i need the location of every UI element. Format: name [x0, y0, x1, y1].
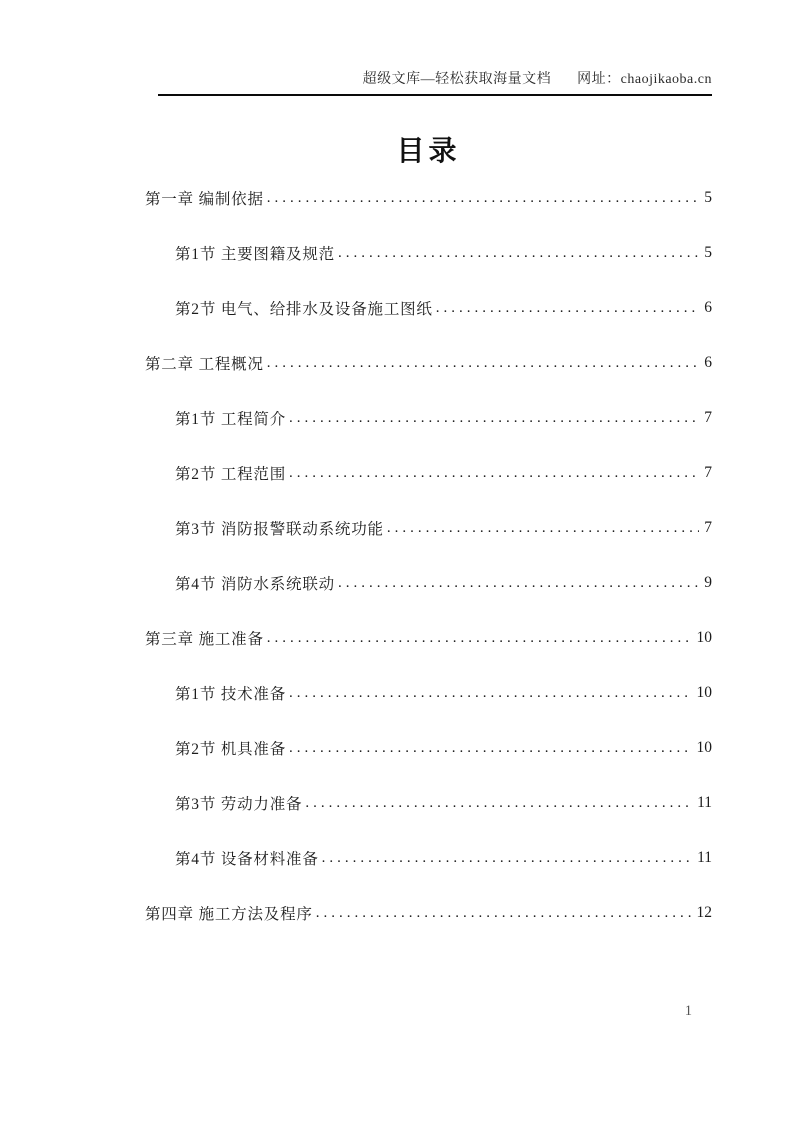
- toc-entry-label: 第1节 工程简介: [175, 410, 287, 428]
- toc-leader-dots: [267, 354, 699, 372]
- toc-leader-dots: [289, 739, 691, 757]
- toc-entry[interactable]: [145, 775, 712, 830]
- toc-entry-label: 第4节 消防水系统联动: [175, 575, 335, 593]
- toc-leader-dots: [289, 409, 699, 427]
- toc-leader-dots: [338, 574, 699, 592]
- toc-entry-label: 第3节 消防报警联动系统功能: [175, 520, 384, 538]
- toc-entry-page-number: 6: [704, 353, 712, 371]
- page-title: 目录: [396, 136, 461, 167]
- toc-entry-label: 第2节 工程范围: [175, 465, 287, 483]
- toc-entry-label: 第一章 编制依据: [145, 190, 264, 208]
- toc-entry[interactable]: [145, 280, 712, 335]
- toc-entry-label: 第二章 工程概况: [145, 355, 264, 373]
- toc-leader-dots: [289, 684, 691, 702]
- toc-entry[interactable]: [145, 885, 712, 940]
- toc-entry-label: 第1节 主要图籍及规范: [175, 245, 335, 263]
- toc-leader-dots: [322, 849, 692, 867]
- toc-entry-label: 第3节 劳动力准备: [175, 795, 303, 813]
- toc-entry[interactable]: [145, 170, 712, 225]
- toc-entry[interactable]: [145, 445, 712, 500]
- toc-entry[interactable]: [145, 830, 712, 885]
- toc-leader-dots: [267, 629, 692, 647]
- header-site-name: 超级文库—轻松获取海量文档: [362, 72, 552, 87]
- toc-leader-dots: [316, 904, 692, 922]
- toc-entry-page-number: 9: [704, 573, 712, 591]
- toc-entry-page-number: 5: [704, 188, 712, 206]
- toc-entry-label: 第1节 技术准备: [175, 685, 287, 703]
- toc-leader-dots: [387, 519, 699, 537]
- toc-entry-page-number: 6: [704, 298, 712, 316]
- table-of-contents: [145, 170, 712, 940]
- toc-entry[interactable]: [145, 335, 712, 390]
- toc-entry[interactable]: [145, 610, 712, 665]
- toc-entry[interactable]: [145, 390, 712, 445]
- toc-entry-page-number: 10: [696, 628, 712, 646]
- toc-leader-dots: [305, 794, 692, 812]
- toc-entry-page-number: 11: [697, 793, 712, 811]
- toc-leader-dots: [436, 299, 700, 317]
- page-header: [158, 68, 712, 96]
- toc-leader-dots: [338, 244, 699, 262]
- toc-entry[interactable]: [145, 225, 712, 280]
- toc-entry-page-number: 11: [697, 848, 712, 866]
- toc-entry-page-number: 7: [704, 408, 712, 426]
- toc-entry-page-number: 7: [704, 518, 712, 536]
- toc-entry-page-number: 10: [696, 738, 712, 756]
- toc-entry-label: 第2节 电气、给排水及设备施工图纸: [175, 300, 433, 318]
- header-url: 网址：chaojikaoba.cn: [577, 72, 712, 87]
- toc-entry-label: 第4节 设备材料准备: [175, 850, 319, 868]
- toc-leader-dots: [289, 464, 699, 482]
- toc-leader-dots: [267, 189, 699, 207]
- toc-entry-page-number: 12: [696, 903, 712, 921]
- toc-entry-page-number: 5: [704, 243, 712, 261]
- toc-entry[interactable]: [145, 555, 712, 610]
- page-number-footer: 1: [684, 1003, 692, 1019]
- toc-entry[interactable]: [145, 665, 712, 720]
- toc-entry-label: 第四章 施工方法及程序: [145, 905, 313, 923]
- toc-entry-page-number: 7: [704, 463, 712, 481]
- toc-entry-label: 第三章 施工准备: [145, 630, 264, 648]
- toc-entry[interactable]: [145, 720, 712, 775]
- toc-entry[interactable]: [145, 500, 712, 555]
- toc-entry-page-number: 10: [696, 683, 712, 701]
- toc-entry-label: 第2节 机具准备: [175, 740, 287, 758]
